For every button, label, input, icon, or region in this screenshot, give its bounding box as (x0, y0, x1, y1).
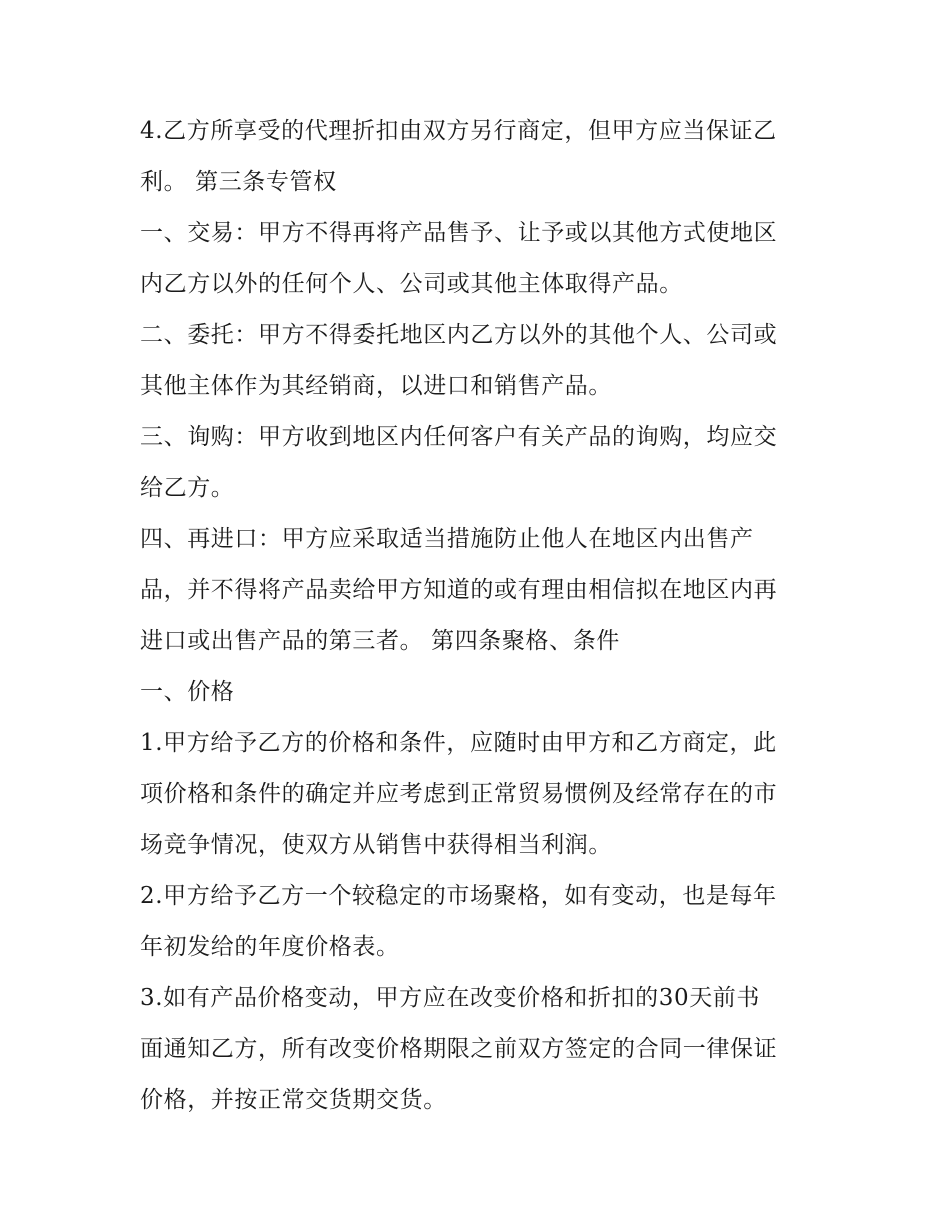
text-line: 一、交易：甲方不得再将产品售予、让予或以其他方式使地区 (140, 220, 778, 246)
text-line: 一、价格 (140, 679, 235, 705)
text-line: 3.如有产品价格变动，甲方应在改变价格和折扣的30天前书 (140, 985, 761, 1011)
document-body (140, 106, 820, 1126)
text-line: 年初发给的年度价格表。 (140, 934, 400, 960)
text-line: 价格，并按正常交货期交货。 (140, 1087, 447, 1113)
text-line: 二、委托：甲方不得委托地区内乙方以外的其他个人、公司或 (140, 322, 778, 348)
text-line: 场竞争情况，使双方从销售中获得相当利润。 (140, 832, 612, 858)
text-line: 项价格和条件的确定并应考虑到正常贸易惯例及经常存在的市 (140, 781, 778, 807)
text-line: 三、询购：甲方收到地区内任何客户有关产品的询购，均应交 (140, 424, 778, 450)
text-line: 四、再进口：甲方应采取适当措施防止他人在地区内出售产 (140, 526, 754, 552)
text-line: 1.甲方给予乙方的价格和条件，应随时由甲方和乙方商定，此 (140, 730, 777, 756)
text-line: 进口或出售产品的第三者。 第四条聚格、条件 (140, 628, 620, 654)
text-line: 利。 第三条专管权 (140, 169, 337, 195)
text-line: 给乙方。 (140, 475, 235, 501)
text-line: 2.甲方给予乙方一个较稳定的市场聚格，如有变动，也是每年 (140, 883, 777, 909)
text-line: 4.乙方所享受的代理折扣由双方另行商定，但甲方应当保证乙 (140, 118, 777, 144)
text-line: 其他主体作为其经销商，以进口和销售产品。 (140, 373, 612, 399)
text-line: 品，并不得将产品卖给甲方知道的或有理由相信拟在地区内再 (140, 577, 778, 603)
text-line: 内乙方以外的任何个人、公司或其他主体取得产品。 (140, 271, 683, 297)
text-line: 面通知乙方，所有改变价格期限之前双方签定的合同一律保证 (140, 1036, 778, 1062)
